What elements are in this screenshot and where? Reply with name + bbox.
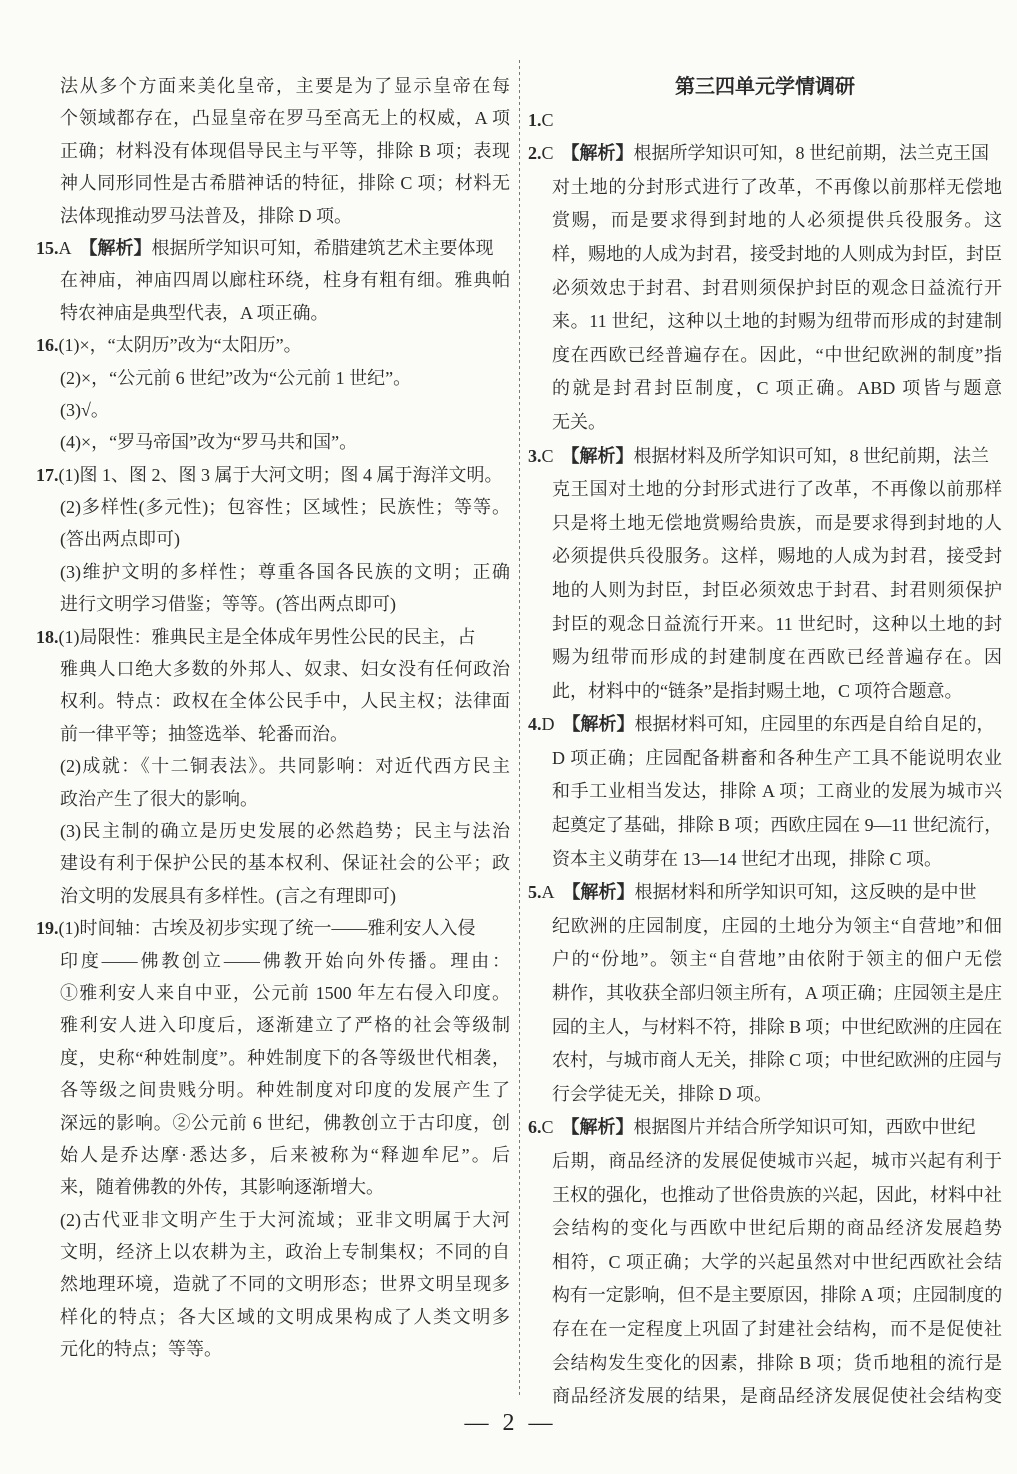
line-text: 根据材料及所学知识可知，8 世纪前期，法兰	[633, 445, 990, 466]
line-text: (1)×，“太阴历”改为“太阳历”。	[58, 335, 302, 356]
text-line: 地的人则为封臣，封臣必须效忠于封君、封君则须保护	[552, 579, 1002, 600]
analysis-tag: 【解析】	[561, 143, 634, 164]
text-line	[528, 708, 1002, 742]
line-text: (1)时间轴：古埃及初步实现了统一——雅利安人入侵	[58, 918, 476, 939]
text-line: (2)古代亚非文明产生于大河流域；亚非文明属于大河	[60, 1209, 510, 1230]
line-text: 根据所学知识可知，希腊建筑艺术主要体现	[151, 237, 494, 258]
question-number: 2.	[528, 143, 542, 164]
text-line: 资本主义萌芽在 13—14 世纪才出现，排除 C 项。	[552, 848, 943, 869]
text-line: 来。11 世纪，这种以土地的封赐为纽带而形成的封建制	[552, 311, 1002, 332]
text-line	[528, 440, 1002, 474]
text-line: 必须效忠于封君、封君则须保护封臣的观念日益流行开	[552, 277, 1002, 298]
text-line: 度在西欧已经普遍存在。因此，“中世纪欧洲的制度”指	[552, 344, 1002, 365]
answer-choice: C	[541, 1117, 554, 1138]
text-line: 样化的特点；各大区域的文明成果构成了人类文明多	[60, 1306, 510, 1327]
left-column	[36, 70, 510, 1366]
answer-item	[528, 440, 1002, 709]
text-line: 园的主人，与材料不符，排除 B 项；中世纪欧洲的庄园在	[552, 1016, 1002, 1037]
text-line: 在神庙，神庙四周以廊柱环绕，柱身有粗有细。雅典帕	[60, 270, 510, 291]
answer-choice: C	[541, 109, 554, 130]
analysis-tag: 【解析】	[562, 714, 635, 735]
text-line: 克王国对土地的分封形式进行了改革，不再像以前那样	[552, 479, 1002, 500]
text-line: 始人是乔达摩·悉达多，后来被称为“释迦牟尼”。后	[60, 1144, 510, 1165]
text-line: 和手工业相当发达，排除 A 项；工商业的发展为城市兴	[552, 781, 1002, 802]
text-line: 必须提供兵役服务。这样，赐地的人成为封君，接受封	[552, 546, 1002, 567]
question-number: 19.	[36, 918, 59, 939]
text-line: 会结构的变化与西欧中世纪后期的商品经济发展趋势	[552, 1218, 1002, 1239]
question-number: 4.	[528, 714, 542, 735]
text-line: 进行文明学习借鉴；等等。(答出两点即可)	[60, 594, 396, 615]
question-number: 1.	[528, 109, 542, 130]
text-line: 各等级之间贵贱分明。种姓制度对印度的发展产生了	[60, 1080, 510, 1101]
answer-item	[36, 459, 510, 621]
answer-choice: A	[541, 882, 555, 903]
text-line: 对土地的分封形式进行了改革，不再像以前那样无偿地	[552, 176, 1002, 197]
text-line: 印度——佛教创立——佛教开始向外传播。理由：	[60, 950, 510, 971]
text-line: 纪欧洲的庄园制度，庄园的土地分为领主“自营地”和佃	[552, 915, 1002, 936]
text-line: 赏赐，而是要求得到封地的人必须提供兵役服务。这	[552, 210, 1002, 231]
text-line: 个领域都存在，凸显皇帝在罗马至高无上的权威，A 项	[60, 108, 510, 129]
text-line: 王权的强化，也推动了世俗贵族的兴起，因此，材料中社	[552, 1184, 1002, 1205]
line-text: 根据所学知识可知，8 世纪前期，法兰克王国	[633, 143, 990, 164]
text-line: (3)民主制的确立是历史发展的必然趋势；民主与法治	[60, 820, 510, 841]
section-title: 第三四单元学情调研	[675, 74, 855, 98]
text-line: 法体现推动罗马法普及，排除 D 项。	[60, 205, 352, 226]
answer-item	[36, 912, 510, 1365]
answer-item	[36, 70, 510, 232]
question-number: 16.	[36, 335, 59, 356]
line-text: (1)图 1、图 2、图 3 属于大河文明；图 4 属于海洋文明。	[58, 464, 503, 485]
text-line: D 项正确；庄园配备耕畜和各种生产工具不能说明农业	[552, 747, 1002, 768]
question-number: 5.	[528, 882, 542, 903]
answer-item	[528, 876, 1002, 1111]
text-line	[528, 137, 1002, 171]
text-line: 然地理环境，造就了不同的文明形态；世界文明呈现多	[60, 1274, 510, 1295]
footer-dash-right: —	[528, 1410, 553, 1436]
text-line: 赐为纽带而形成的封建制度在西欧已经普遍存在。因	[552, 647, 1002, 668]
text-line: (3)√。	[60, 399, 109, 420]
text-line	[528, 104, 1002, 138]
question-number: 3.	[528, 445, 542, 466]
text-line: 只是将土地无偿地赏赐给贵族，而是要求得到封地的人	[552, 512, 1002, 533]
text-line	[36, 912, 510, 944]
right-column	[528, 70, 1002, 1414]
text-line: 的就是封君封臣制度，C 项正确。ABD 项皆与题意	[552, 378, 1002, 399]
answer-choice: D	[541, 714, 555, 735]
text-line: 建设有利于保护公民的基本权利、保证社会的公平；政	[60, 853, 510, 874]
text-line	[36, 459, 510, 491]
text-line: (2)×，“公元前 6 世纪”改为“公元前 1 世纪”。	[60, 367, 412, 388]
footer-dash-left: —	[464, 1410, 489, 1436]
page-footer	[0, 1410, 1017, 1437]
analysis-tag: 【解析】	[561, 1117, 634, 1138]
answer-item	[36, 232, 510, 329]
text-line: 样，赐地的人成为封君，接受封地的人则成为封臣，封臣	[552, 243, 1002, 264]
question-number: 17.	[36, 464, 59, 485]
text-line: (2)成就：《十二铜表法》。共同影响：对近代西方民主	[60, 756, 510, 777]
text-line: 政治产生了很大的影响。	[60, 788, 258, 809]
text-line: 权利。特点：政权在全体公民手中，人民主权；法律面	[60, 691, 510, 712]
text-line: 前一律平等；抽签选举、轮番而治。	[60, 723, 348, 744]
answer-choice: A	[58, 237, 72, 258]
answer-item	[36, 621, 510, 913]
line-text: (1)局限性：雅典民主是全体成年男性公民的民主，占	[58, 626, 476, 647]
text-line: 元化的特点；等等。	[60, 1339, 222, 1360]
answer-item	[528, 1111, 1002, 1413]
question-number: 15.	[36, 237, 59, 258]
text-line	[528, 1111, 1002, 1145]
analysis-tag: 【解析】	[561, 445, 634, 466]
text-line: ①雅利安人来自中亚，公元前 1500 年左右侵入印度。	[60, 982, 510, 1003]
line-text: 根据材料可知，庄园里的东西是自给自足的，	[634, 714, 995, 735]
text-line: 无关。	[552, 411, 606, 432]
answer-item	[528, 104, 1002, 138]
text-line: 此，材料中的“链条”是指封赐土地，C 项符合题意。	[552, 680, 963, 701]
answer-choice: C	[541, 143, 554, 164]
page-number: 2	[502, 1410, 515, 1436]
analysis-tag: 【解析】	[79, 237, 152, 258]
text-line: 存在在一定程度上巩固了封建社会结构，而不是促使社	[552, 1318, 1002, 1339]
text-line: 文明，经济上以农耕为主，政治上专制集权；不同的自	[60, 1242, 510, 1263]
text-line: (3)维护文明的多样性；尊重各国各民族的文明；正确	[60, 561, 510, 582]
text-line: 起奠定了基础，排除 B 项；西欧庄园在 9—11 世纪流行，	[552, 815, 1002, 836]
text-line: 封臣的观念日益流行开来。11 世纪时，这种以土地的封	[552, 613, 1002, 634]
text-line: 治文明的发展具有多样性。(言之有理即可)	[60, 885, 396, 906]
question-number: 6.	[528, 1117, 542, 1138]
text-line: 后期，商品经济的发展促使城市兴起，城市兴起有利于	[552, 1151, 1002, 1171]
text-line: 正确；材料没有体现倡导民主与平等，排除 B 项；表现	[60, 140, 510, 161]
text-line: (4)×，“罗马帝国”改为“罗马共和国”。	[60, 432, 358, 453]
text-line: 法从多个方面来美化皇帝，主要是为了显示皇帝在每	[60, 76, 510, 96]
text-line: 雅利安人进入印度后，逐渐建立了严格的社会等级制	[60, 1015, 510, 1036]
text-line: 行会学徒无关，排除 D 项。	[552, 1083, 772, 1104]
text-line: 相符，C 项正确；大学的兴起虽然对中世纪西欧社会结	[552, 1251, 1002, 1272]
text-line	[36, 621, 510, 653]
line-text: 根据材料和所学知识可知，这反映的是中世	[634, 882, 977, 903]
answer-item	[528, 137, 1002, 439]
text-line: 耕作，其收获全部归领主所有，A 项正确；庄园领主是庄	[552, 983, 1002, 1004]
text-line: 神人同形同性是古希腊神话的特征，排除 C 项；材料无	[60, 173, 510, 194]
column-divider	[516, 60, 522, 1395]
text-line	[36, 329, 510, 361]
text-line: 构有一定影响，但不是主要原因，排除 A 项；庄园制度的	[552, 1285, 1002, 1306]
text-line: (答出两点即可)	[60, 529, 180, 550]
answer-item	[36, 329, 510, 459]
text-line: 度，史称“种姓制度”。种姓制度下的各等级世代相袭，	[60, 1047, 510, 1068]
text-line: 雅典人口绝大多数的外邦人、奴隶、妇女没有任何政治	[60, 659, 510, 680]
text-line: 来，随着佛教的外传，其影响逐渐增大。	[60, 1177, 384, 1198]
question-number: 18.	[36, 626, 59, 647]
text-line: 农村，与城市商人无关，排除 C 项；中世纪欧洲的庄园与	[552, 1050, 1002, 1071]
text-line	[528, 876, 1002, 910]
text-line: 特农神庙是典型代表，A 项正确。	[60, 302, 329, 323]
answer-item	[528, 708, 1002, 876]
answer-choice: C	[541, 445, 554, 466]
text-line: (2)多样性(多元性)；包容性；区域性；民族性；等等。	[60, 497, 510, 518]
text-line	[36, 232, 510, 264]
text-line: 户的“份地”。领主“自营地”由依附于领主的佃户无偿	[552, 949, 1002, 970]
line-text: 根据图片并结合所学知识可知，西欧中世纪	[633, 1117, 976, 1138]
text-line: 深远的影响。②公元前 6 世纪，佛教创立于古印度，创	[60, 1112, 510, 1133]
text-line: 商品经济发展的结果，是商品经济发展促使社会结构变	[552, 1386, 1002, 1407]
analysis-tag: 【解析】	[562, 882, 635, 903]
text-line: 会结构发生变化的因素，排除 B 项；货币地租的流行是	[552, 1352, 1002, 1373]
